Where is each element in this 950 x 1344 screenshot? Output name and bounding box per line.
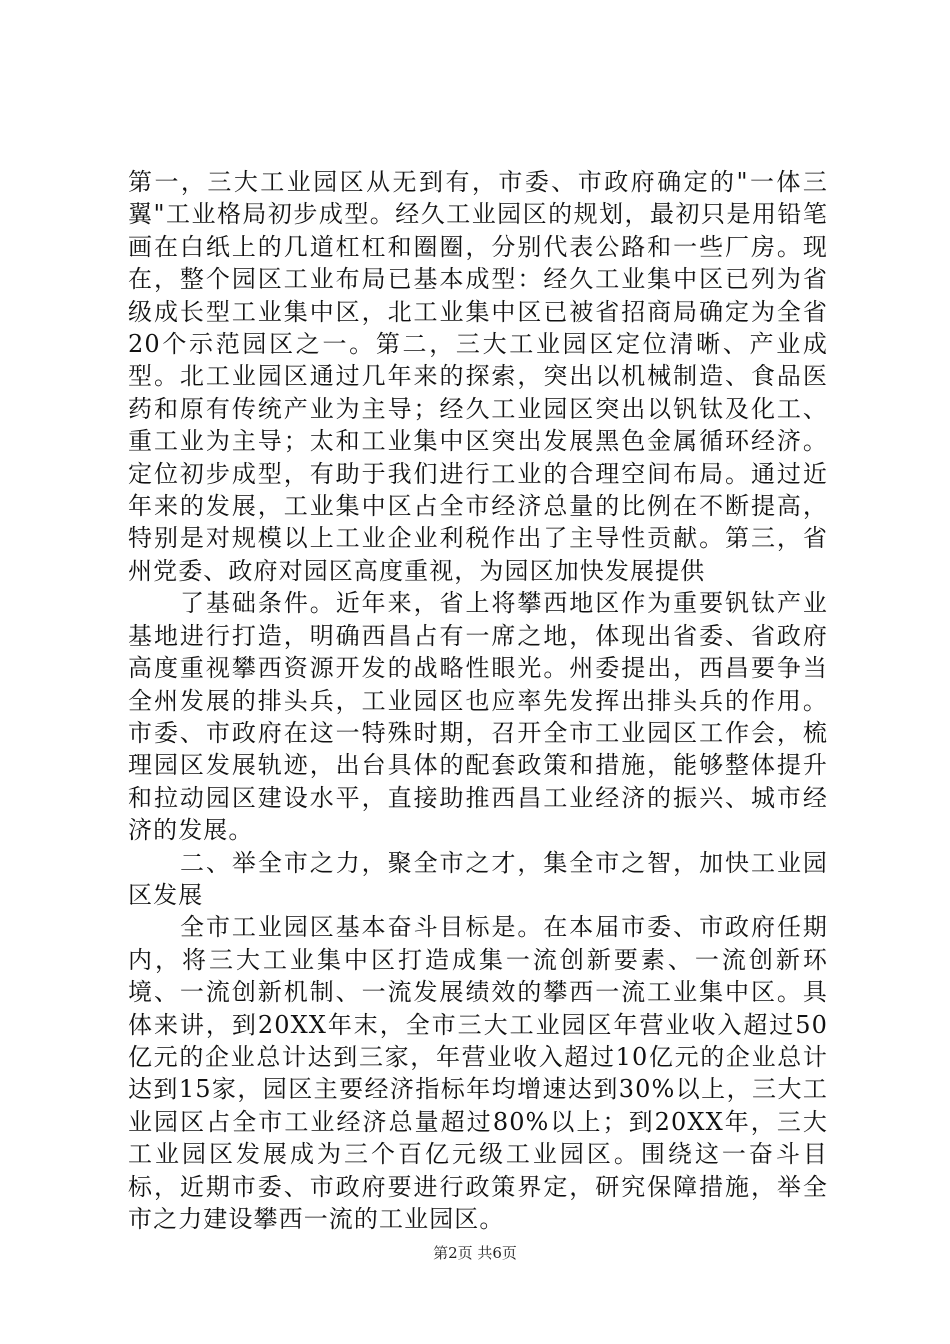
page-footer: 第2页 共6页 [433, 1244, 517, 1262]
document-body [128, 166, 828, 1235]
paragraph-basic-conditions: 了基础条件。近年来，省上将攀西地区作为重要钒钛产业基地进行打造，明确西昌占有一席之地，体现出省委、省政府高度重视攀西资源开发的战略性眼光。州委提出，西昌要争当全州发展的排头兵，工业园区也应率先发挥出排头兵的作用。市委、市政府在这一特殊时期，召开全市工业园区工作会，梳理园区发展轨迹，出台具体的配套政策和措施，能够整体提升和拉动园区建设水平，直接助推西昌工业经济的振兴、城市经济的发展。 [128, 589, 828, 845]
paragraph-first-second-third: 第一，三大工业园区从无到有，市委、市政府确定的"一体三翼"工业格局初步成型。经久工业园区的规划，最初只是用铅笔画在白纸上的几道杠杠和圈圈，分别代表公路和一些厂房。现在，整个园区工业布局已基本成型：经久工业集中区已列为省级成长型工业集中区，北工业集中区已被省招商局确定为全省20个示范园区之一。第二，三大工业园区定位清晰、产业成型。北工业园区通过几年来的探索，突出以机械制造、食品医药和原有传统产业为主导；经久工业园区突出以钒钛及化工、重工业为主导；太和工业集中区突出发展黑色金属循环经济。定位初步成型，有助于我们进行工业的合理空间布局。通过近年来的发展，工业集中区占全市经济总量的比例在不断提高，特别是对规模以上工业企业利税作出了主导性贡献。第三，省州党委、政府对园区高度重视，为园区加快发展提供 [128, 168, 828, 585]
paragraph-goals: 全市工业园区基本奋斗目标是。在本届市委、市政府任期内，将三大工业集中区打造成集一流创新要素、一流创新环境、一流创新机制、一流发展绩效的攀西一流工业集中区。具体来讲，到20XX年末，全市三大工业园区年营业收入超过50亿元的企业总计达到三家，年营业收入超过10亿元的企业总计达到15家，园区主要经济指标年均增速达到30%以上，三大工业园区占全市工业经济总量超过80%以上；到20XX年，三大工业园区发展成为三个百亿元级工业园区。围绕这一奋斗目标，近期市委、市政府要进行政策界定，研究保障措施，举全市之力建设攀西一流的工业园区。 [128, 913, 828, 1233]
section-heading-two: 二、举全市之力，聚全市之才，集全市之智，加快工业园区发展 [128, 848, 828, 909]
